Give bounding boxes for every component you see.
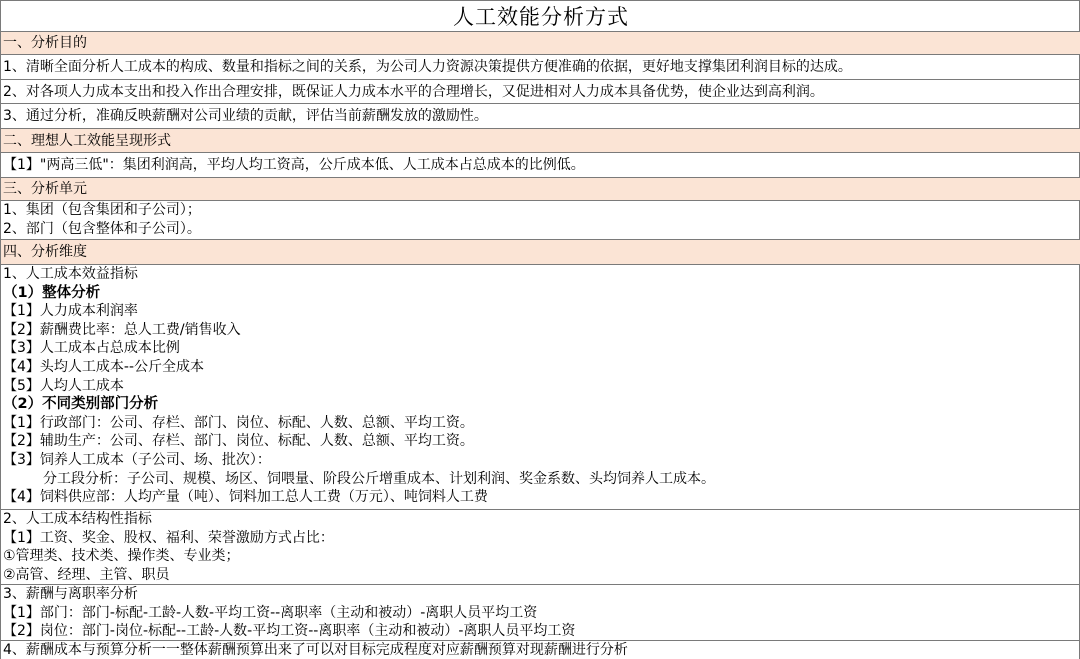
dimension-heading: 3、薪酬与离职率分析 bbox=[3, 586, 138, 602]
list-item: 【4】饲料供应部：人均产量（吨）、饲料加工总人工费（万元）、吨饲料人工费 bbox=[3, 489, 488, 506]
purpose-item-3: 3、通过分析，准确反映薪酬对公司业绩的贡献，评估当前薪酬发放的激励性。 bbox=[1, 104, 1080, 129]
page-title: 人工效能分析方式 bbox=[1, 0, 1080, 32]
list-item: 【2】薪酬费比率：总人工费/销售收入 bbox=[3, 321, 241, 338]
dimension-heading: 2、人工成本结构性指标 bbox=[3, 511, 152, 527]
dimension-block-2 bbox=[1, 510, 1080, 585]
unit-item: 2、部门（包含整体和子公司）。 bbox=[3, 220, 201, 237]
section-header-unit: 三、分析单元 bbox=[1, 178, 1080, 201]
subheading-overall: （1）整体分析 bbox=[3, 284, 101, 301]
purpose-item-1: 1、清晰全面分析人工成本的构成、数量和指标之间的关系，为公司人力资源决策提供方便准确的依据，更好地支撑集团利润目标的达成。 bbox=[1, 55, 1080, 80]
list-item: 【1】行政部门：公司、存栏、部门、岗位、标配、人数、总额、平均工资。 bbox=[3, 414, 474, 431]
dimension-line-4: 4、薪酬成本与预算分析一一整体薪酬预算出来了可以对目标完成程度对应薪酬预算对现薪酬进行分析 bbox=[3, 642, 628, 658]
purpose-item-2: 2、对各项人力成本支出和投入作出合理安排，既保证人力成本水平的合理增长，又促进相对人力成本具备优势，使企业达到高利润。 bbox=[1, 80, 1080, 104]
dimension-block-3 bbox=[1, 585, 1080, 641]
section-header-purpose: 一、分析目的 bbox=[1, 32, 1080, 55]
section-header-ideal: 二、理想人工效能呈现形式 bbox=[1, 129, 1080, 153]
list-item: 【4】头均人工成本--公斤全成本 bbox=[3, 358, 205, 375]
list-item: 【5】人均人工成本 bbox=[3, 377, 124, 394]
list-item: 分工段分析：子公司、规模、场区、饲喂量、阶段公斤增重成本、计划利润、奖金系数、头均饲养人工成本。 bbox=[43, 470, 715, 487]
unit-block bbox=[1, 201, 1080, 240]
list-item: 【2】岗位：部门-岗位-标配--工龄-人数-平均工资--离职率（主动和被动）-离职人员平均工资 bbox=[3, 623, 576, 640]
unit-item: 1、集团（包含集团和子公司）； bbox=[3, 202, 201, 218]
dimension-heading: 1、人工成本效益指标 bbox=[3, 266, 138, 282]
list-item: 【2】辅助生产：公司、存栏、部门、岗位、标配、人数、总额、平均工资。 bbox=[3, 433, 474, 450]
list-item: 【1】工资、奖金、股权、福利、荣誉激励方式占比： bbox=[3, 529, 334, 546]
list-item: ①管理类、技术类、操作类、专业类； bbox=[3, 548, 240, 565]
dimension-block-1 bbox=[1, 265, 1080, 510]
list-item: ②高管、经理、主管、职员 bbox=[3, 566, 170, 583]
ideal-item-1: 【1】"两高三低"：集团利润高，平均人均工资高，公斤成本低、人工成本占总成本的比例低。 bbox=[1, 153, 1080, 178]
section-header-dimension: 四、分析维度 bbox=[1, 240, 1080, 265]
subheading-departments: （2）不同类别部门分析 bbox=[3, 396, 159, 413]
list-item: 【1】人力成本利润率 bbox=[3, 303, 138, 320]
list-item: 【1】部门：部门-标配-工龄-人数-平均工资--离职率（主动和被动）-离职人员平均工资 bbox=[3, 604, 538, 621]
list-item: 【3】人工成本占总成本比例 bbox=[3, 340, 180, 357]
list-item: 【3】饲养人工成本（子公司、场、批次）： bbox=[3, 451, 271, 468]
